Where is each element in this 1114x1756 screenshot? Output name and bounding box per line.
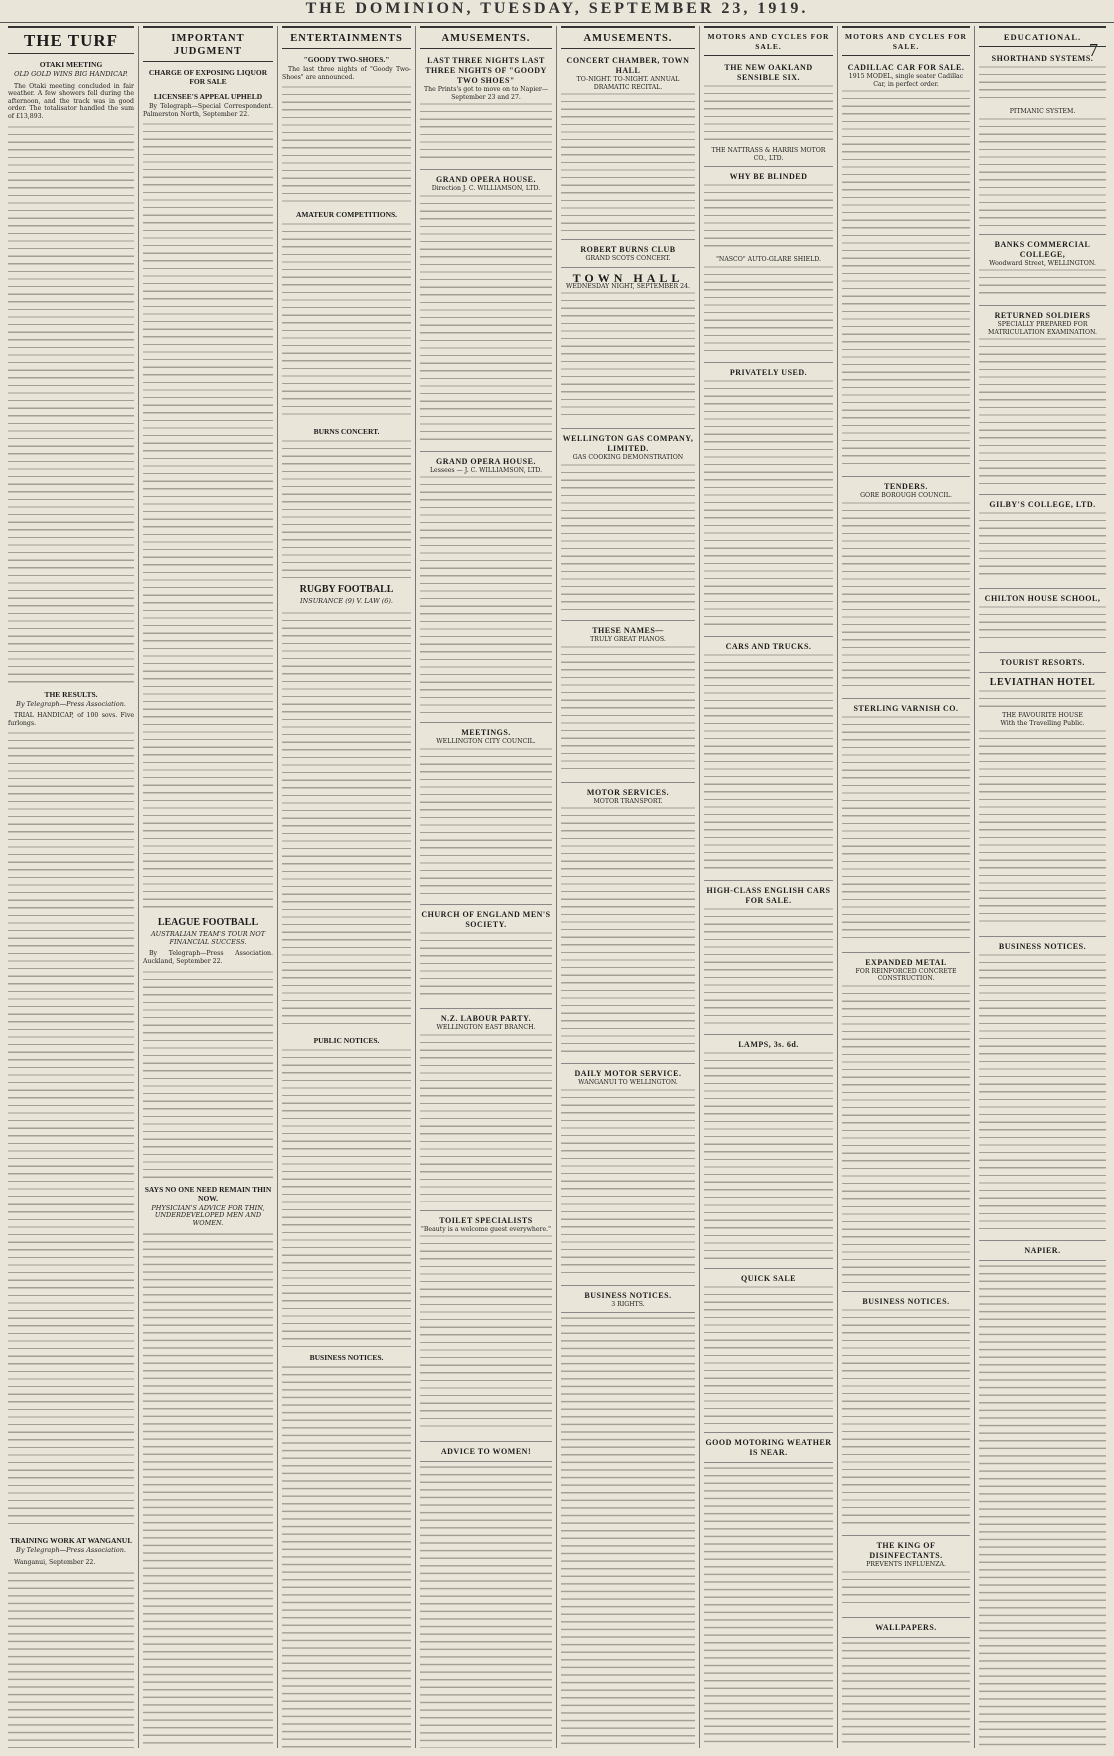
ad-text (704, 182, 833, 252)
ad-title: NAPIER. (1024, 1245, 1061, 1255)
column-motors-2 (837, 26, 974, 1748)
advertisement (704, 169, 833, 363)
ad-text (704, 906, 833, 1026)
ad-text (561, 805, 695, 1055)
ad-title: BUSINESS NOTICES. (862, 1296, 950, 1306)
ad-text (704, 378, 833, 628)
article-text: TRIAL HANDICAP, of 100 sovs. Five furlongs. (8, 712, 134, 727)
ad-text (842, 88, 970, 468)
notices-body (282, 1047, 411, 1347)
section-title: THE RESULTS. (44, 689, 98, 699)
ad-text (420, 746, 552, 896)
ad-body: WELLINGTON CITY COUNCIL. (436, 738, 536, 746)
ad-text (420, 1233, 552, 1433)
ad-title: EXPANDED METAL (865, 957, 947, 967)
ad-title: GRAND OPERA HOUSE. (436, 175, 536, 185)
ad-title: MEETINGS. (461, 728, 511, 738)
advertisement (704, 1037, 833, 1269)
article-text: By Telegraph—Special Correspondent. Palmerston North, September 22. (143, 103, 273, 118)
ad-text (979, 688, 1106, 708)
ad-title: ROBERT BURNS CLUB (580, 245, 676, 255)
ad-title: GRAND OPERA HOUSE. (436, 456, 536, 466)
ad-body: With the Travelling Public. (1000, 719, 1085, 727)
advertisement (561, 623, 695, 783)
ad-body: MOTOR TRANSPORT. (593, 797, 663, 805)
ad-text (842, 1569, 970, 1609)
ad-text (420, 193, 552, 443)
ad-body: 1915 MODEL, single seater Cadillac Car, in perfect order. (848, 73, 964, 88)
page-number: 7 (1089, 40, 1098, 60)
advertisement (420, 454, 552, 724)
section-title: TRAINING WORK AT WANGANUI. (10, 1536, 132, 1546)
ad-text (561, 91, 695, 231)
ad-body: GORE BOROUGH COUNCIL. (860, 492, 952, 500)
advertisement (842, 955, 970, 1292)
ad-body: WELLINGTON EAST BRANCH. (436, 1023, 536, 1031)
column-turf (4, 26, 138, 1748)
ad-body: WEDNESDAY NIGHT, SEPTEMBER 24. (565, 282, 690, 290)
results-body (8, 730, 134, 1530)
section-subtitle: By Telegraph—Press Association. (16, 1546, 126, 1555)
advertisement (704, 639, 833, 881)
ad-title: LAST THREE NIGHTS LAST THREE NIGHTS OF "GOODY TWO SHOES" (425, 56, 547, 85)
ad-title: BANKS COMMERCIAL COLLEGE, (994, 239, 1091, 259)
ad-body: WANGANUI TO WELLINGTON. (578, 1079, 678, 1087)
ad-text (420, 1032, 552, 1202)
column-educational (974, 26, 1110, 1748)
ad-title: CHURCH OF ENGLAND MEN'S SOCIETY. (421, 909, 551, 929)
article-body (282, 610, 411, 1030)
column-motors-1 (699, 26, 837, 1748)
ad-text (979, 336, 1106, 486)
article-body (282, 221, 411, 421)
ad-title: WHY BE BLINDED (729, 172, 808, 182)
advertisement (561, 270, 695, 430)
ad-text (704, 652, 833, 872)
ad-text (561, 290, 695, 420)
section-title: RUGBY FOOTBALL (299, 584, 394, 596)
section-subtitle: LICENSEE'S APPEAL UPHELD (153, 92, 263, 101)
ad-title: TOILET SPECIALISTS (439, 1215, 533, 1225)
advertisement (979, 675, 1106, 936)
ad-title: RETURNED SOLDIERS (994, 311, 1091, 321)
ad-body: The Prints's got to move on to Napier—September 23 and 27. (423, 86, 549, 101)
ad-text (704, 1284, 833, 1424)
ad-text (842, 500, 970, 690)
ad-body: THE FAVOURITE HOUSE (1002, 712, 1083, 720)
article-text: Wanganui, September 22. (14, 1558, 96, 1566)
ad-text (420, 101, 552, 161)
ad-title: BUSINESS NOTICES. (584, 1290, 672, 1300)
advertisement (979, 591, 1106, 653)
section-subtitle: PHYSICIAN'S ADVICE FOR THIN, UNDERDEVELOPED MEN AND WOMEN. (151, 1203, 265, 1227)
article-body (8, 124, 134, 684)
advertisement (561, 1288, 695, 1314)
section-subtitle: OLD GOLD WINS BIG HANDICAP. (14, 70, 128, 78)
column-amusements-1 (415, 26, 556, 1748)
ad-title: WALLPAPERS. (875, 1622, 937, 1632)
ad-title: PRIVATELY USED. (729, 367, 808, 377)
ad-title: THESE NAMES— (592, 625, 664, 635)
ad-body: "Beauty is a welcome guest everywhere." (421, 1225, 551, 1233)
ad-title: LEVIATHAN HOTEL (989, 677, 1096, 689)
ad-title: MOTOR SERVICES. (586, 787, 670, 797)
ad-title: TOURIST RESORTS. (1000, 658, 1085, 668)
section-title: BURNS CONCERT. (313, 427, 380, 437)
ad-text (842, 1640, 970, 1748)
ad-title: GOOD MOTORING WEATHER IS NEAR. (705, 1437, 832, 1457)
section-title: "GOODY TWO-SHOES." (303, 55, 390, 64)
advertisement (979, 1243, 1106, 1261)
article-text: The Otaki meeting concluded in fair weather. A few showers fell during the afternoon, and the track was in good order. The totalisator handled the sum of £13,893. (8, 82, 134, 120)
ad-text (420, 1464, 552, 1748)
advertisement (979, 308, 1106, 495)
advertisement (420, 725, 552, 905)
ad-body: "NASCO" AUTO-GLARE SHIELD. (716, 256, 821, 264)
article-body (282, 84, 411, 204)
ad-body: THE NATTRASS & HARRIS MOTOR CO., LTD. (711, 147, 826, 162)
ad-title: WELLINGTON GAS COMPANY, LIMITED. (562, 434, 694, 454)
ad-text (979, 267, 1106, 297)
column-heading: THE TURF (8, 26, 134, 54)
ad-text (979, 64, 1106, 104)
ad-title: CONCERT CHAMBER, TOWN HALL (566, 56, 690, 75)
ad-text (561, 644, 695, 774)
ad-text (979, 116, 1106, 226)
ad-text (842, 1307, 970, 1527)
ad-title: GILBY'S COLLEGE, LTD. (989, 500, 1096, 510)
ad-text (704, 1050, 833, 1260)
column-heading: EDUCATIONAL. (979, 26, 1106, 47)
advertisement (420, 1213, 552, 1443)
advertisement (979, 237, 1106, 307)
ad-text (842, 983, 970, 1283)
article-body (143, 121, 273, 911)
advertisement (842, 701, 970, 953)
article-body (8, 1570, 134, 1748)
column-heading: MOTORS AND CYCLES FOR SALE. (842, 26, 970, 56)
section-title: CHARGE OF EXPOSING LIQUOR FOR SALE (148, 68, 268, 86)
column-heading: AMUSEMENTS. (561, 26, 695, 49)
advertisement (979, 655, 1106, 673)
ad-body: Woodward Street, WELLINGTON. (989, 259, 1096, 267)
ad-body: TRULY GREAT PIANOS. (590, 635, 666, 643)
ad-text (979, 952, 1106, 1232)
advertisement (704, 60, 833, 167)
column-heading: MOTORS AND CYCLES FOR SALE. (704, 26, 833, 56)
ad-title: N.Z. LABOUR PARTY. (440, 1013, 532, 1023)
advertisement (420, 172, 552, 452)
ad-title: QUICK SALE (740, 1273, 796, 1283)
ad-text (561, 1087, 695, 1277)
ad-title: CHILTON HOUSE SCHOOL, (984, 594, 1101, 604)
advertisement (704, 365, 833, 637)
article-body (143, 1231, 273, 1748)
ad-text (561, 1315, 695, 1748)
advertisement (561, 1066, 695, 1286)
ad-body: FOR REINFORCED CONCRETE CONSTRUCTION. (855, 967, 957, 983)
section-subtitle: INSURANCE (9) V. LAW (6). (300, 597, 393, 606)
advertisement (842, 479, 970, 699)
advertisement (561, 242, 695, 268)
column-heading: IMPORTANT JUDGMENT (143, 26, 273, 62)
ad-body: PITMANIC SYSTEM. (1009, 108, 1076, 115)
ad-title: LAMPS, 3s. 6d. (738, 1039, 799, 1049)
ad-title: TOWN HALL (572, 270, 684, 285)
column-amusements-2 (556, 26, 699, 1748)
section-title: PUBLIC NOTICES. (313, 1035, 380, 1045)
ad-title: SHORTHAND SYSTEMS. (991, 54, 1094, 63)
advertisement (704, 883, 833, 1035)
ad-title: HIGH-CLASS ENGLISH CARS FOR SALE. (706, 885, 831, 905)
ad-title: STERLING VARNISH CO. (853, 703, 959, 713)
advertisement (561, 431, 695, 621)
ad-text (704, 264, 833, 354)
column-heading: AMUSEMENTS. (420, 26, 552, 49)
advertisement (704, 1435, 833, 1463)
article-body (282, 438, 411, 578)
advertisement (420, 1011, 552, 1211)
ad-body: GRAND SCOTS CONCERT. (585, 255, 671, 263)
advertisement (842, 1620, 970, 1638)
article-text: The last three nights of "Goody Two-Shoes" are announced. (282, 66, 411, 81)
ad-title: THE NEW OAKLAND SENSIBLE SIX. (724, 63, 813, 82)
ad-text (979, 604, 1106, 644)
advertisement (842, 1294, 970, 1536)
advertisement (842, 1538, 970, 1618)
ad-text (704, 1465, 833, 1748)
section-subtitle: AMATEUR COMPETITIONS. (295, 210, 398, 220)
ad-title: CADILLAC CAR FOR SALE. (847, 63, 965, 72)
notices-body (282, 1364, 411, 1748)
advertisement (420, 53, 552, 170)
advertisement (842, 60, 970, 477)
ad-title: CARS AND TRUCKS. (725, 641, 812, 651)
ad-body: TO-NIGHT. TO-NIGHT. ANNUAL DRAMATIC RECITAL. (576, 76, 680, 91)
ad-body: Lessees — J. C. WILLIAMSON, LTD. (429, 466, 543, 474)
ad-title: ADVICE TO WOMEN! (440, 1447, 532, 1457)
column-entertainments (277, 26, 415, 1748)
article-text: By Telegraph—Press Association. Auckland, September 22. (143, 950, 273, 965)
ad-text (704, 83, 833, 143)
ad-text (979, 510, 1106, 580)
section-title: BUSINESS NOTICES. (309, 1352, 384, 1362)
ad-title: DAILY MOTOR SERVICE. (574, 1069, 682, 1079)
ad-text (561, 462, 695, 612)
advertisement (420, 1444, 552, 1462)
ad-title: BUSINESS NOTICES. (998, 941, 1087, 951)
column-judgment (138, 26, 277, 1748)
ad-body: 3 RIGHTS. (611, 1300, 645, 1308)
ad-text (979, 1263, 1106, 1748)
masthead: THE DOMINION, TUESDAY, SEPTEMBER 23, 1919. (0, 0, 1114, 23)
section-title: LEAGUE FOOTBALL (157, 917, 259, 929)
section-subtitle: AUSTRALIAN TEAM'S TOUR NOT FINANCIAL SUCCESS. (150, 930, 266, 946)
advertisement (420, 907, 552, 1009)
advertisement (979, 497, 1106, 589)
ad-text (979, 728, 1106, 928)
article-body (143, 969, 273, 1179)
section-subtitle: By Telegraph—Press Association. (16, 699, 126, 708)
advertisement (561, 785, 695, 1065)
advertisement (704, 1271, 833, 1433)
section-title: SAYS NO ONE NEED REMAIN THIN NOW. (144, 1184, 272, 1203)
ad-title: TENDERS. (884, 482, 928, 492)
section-title: OTAKI MEETING (39, 60, 103, 69)
ad-body: PREVENTS INFLUENZA. (866, 1560, 946, 1568)
ad-text (420, 474, 552, 714)
ad-text (842, 714, 970, 944)
advertisement (979, 939, 1106, 1241)
ad-body: GAS COOKING DEMONSTRATION (572, 454, 684, 462)
ad-title: THE KING OF DISINFECTANTS. (869, 1540, 943, 1560)
ad-body: SPECIALLY PREPARED FOR MATRICULATION EXAMINATION. (987, 321, 1098, 336)
advertisement (979, 51, 1106, 235)
ad-text (420, 930, 552, 1000)
ad-body: Direction J. C. WILLIAMSON, LTD. (431, 185, 541, 193)
advertisement (561, 53, 695, 240)
column-heading: ENTERTAINMENTS (282, 26, 411, 49)
